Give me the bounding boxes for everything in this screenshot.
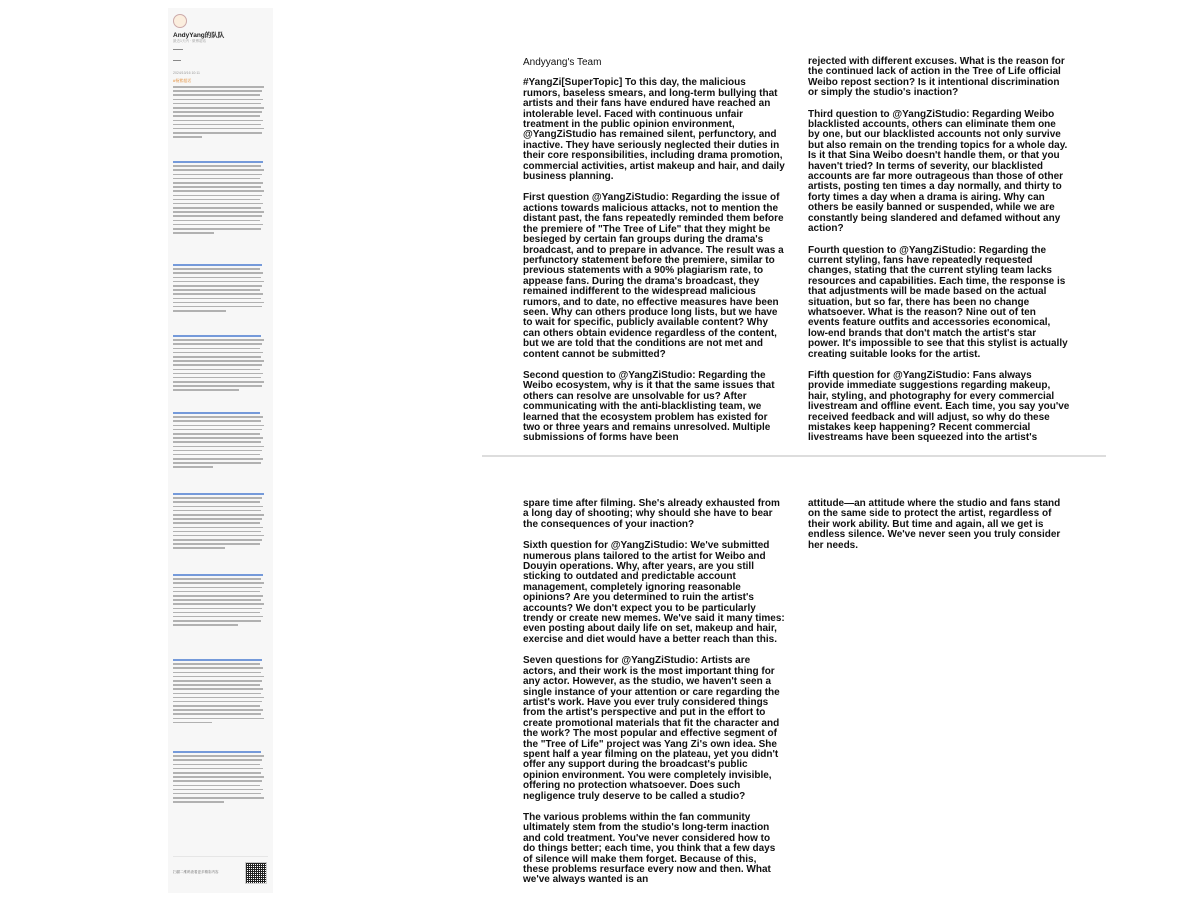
post-text-line [173, 165, 261, 167]
post-text-line [173, 412, 260, 414]
post-text-line [173, 701, 262, 703]
post-text-line [173, 120, 263, 122]
post-text-line [173, 672, 261, 674]
post-text-line [173, 497, 262, 499]
post-text-line [173, 207, 261, 209]
account-avatar [173, 14, 187, 28]
post-text-line [173, 86, 264, 88]
paragraph: spare time after filming. She's already exhausted from a long day of shooting; why should she have to bear the consequences of your inaction? [523, 498, 780, 530]
page2-column-right [808, 499, 1070, 562]
post-text-line [173, 310, 226, 312]
post-text-line [173, 343, 262, 345]
post-text-line [173, 755, 264, 757]
post-text-line [173, 608, 262, 610]
post-text-line [173, 789, 263, 791]
post-text-line [173, 99, 263, 101]
account-subtitle: 最近1天内 · 微博超话 [173, 39, 207, 43]
post-text-line [173, 203, 263, 205]
post-text-line [173, 416, 263, 418]
post-text-line [173, 128, 264, 130]
post-text-line [173, 713, 261, 715]
post-text-line [173, 450, 262, 452]
post-text-line [173, 199, 260, 201]
post-paragraph [173, 161, 268, 236]
page-divider [482, 455, 1106, 457]
mini-rule [173, 60, 181, 61]
post-text-line [173, 302, 264, 304]
post-text-line [173, 186, 261, 188]
post-text-line [173, 663, 260, 665]
post-text-line [173, 446, 264, 448]
post-text-line [173, 182, 263, 184]
post-text-line [173, 136, 202, 138]
post-text-line [173, 531, 261, 533]
post-text-line [173, 264, 262, 266]
post-text-line [173, 693, 261, 695]
post-text-line [173, 797, 264, 799]
post-paragraph [173, 264, 268, 314]
paragraph: #YangZi[SuperTopic] To this day, the malicious rumors, baseless smears, and long-term bullying that artists and their fans have endured have reached an intolerable level. Faced with continuous unfair treatment in the public opinion environment, @YangZiStudio has remained silent, perfunctory, and inactive. They have seriously neglected their duties in their core responsibilities, including drama promotion, commercial activities, artist makeup and hair, and daily business planning. [523, 77, 785, 183]
post-text-line [173, 493, 264, 495]
post-text-line [173, 132, 262, 134]
post-date: 2024/10/16 10:11 [173, 71, 200, 75]
post-text-line [173, 722, 212, 724]
paragraph: Third question to @YangZiStudio: Regarding Weibo blacklisted accounts, others can eliminate them one by one, but our blacklisted accounts not only survive but also remain on the trending topics for a whole day. Is it that Sina Weibo doesn't handle them, or that you haven't tried? In terms of severity, our blacklisted accounts are far more outrageous than those of other artists, posting ten times a day normally, and thirty to forty times a day when a drama is airing. Why can others be easily banned or suspended, while we are constantly being slandered and defamed without any action? [808, 108, 1068, 235]
post-text-line [173, 506, 263, 508]
post-text-line [173, 462, 261, 464]
post-text-line [173, 298, 261, 300]
post-text-line [173, 599, 261, 601]
post-text-line [173, 115, 260, 117]
page1-column-right [808, 57, 1070, 455]
post-text-line [173, 224, 263, 226]
post-text-line [173, 587, 262, 589]
post-text-line [173, 381, 264, 383]
post-text-line [173, 190, 264, 192]
post-text-line [173, 539, 262, 541]
post-text-line [173, 780, 262, 782]
post-text-line [173, 385, 262, 387]
post-text-line [173, 543, 260, 545]
post-text-line [173, 348, 260, 350]
post-text-line [173, 624, 238, 626]
post-text-line [173, 360, 264, 362]
post-text-line [173, 697, 264, 699]
post-text-line [173, 232, 214, 234]
footer-text: 扫描二维码查看更多精彩内容 [173, 870, 219, 874]
paragraph: Fifth question for @YangZiStudio: Fans always provide immediate suggestions regarding makeup, hair, styling, and photography for every commercial livestream and offline event. Each time, you say you've received feedback and will adjust, so why do these mistakes keep happening? Recent commercial livestreams have been squeezed into the artist's [808, 369, 1070, 444]
post-text-line [173, 522, 260, 524]
post-text-line [173, 676, 264, 678]
post-text-line [173, 339, 264, 341]
post-text-line [173, 680, 262, 682]
post-text-line [173, 688, 263, 690]
post-text-line [173, 369, 260, 371]
post-text-line [173, 667, 263, 669]
post-text-line [173, 289, 260, 291]
page2-column-left [523, 499, 785, 897]
post-text-line [173, 776, 264, 778]
post-text-line [173, 124, 261, 126]
post-text-line [173, 364, 262, 366]
post-text-line [173, 547, 225, 549]
post-paragraph [173, 335, 268, 394]
post-text-line [173, 169, 264, 171]
post-text-line [173, 94, 260, 96]
post-text-line [173, 454, 260, 456]
mini-rule [173, 49, 183, 50]
post-text-line [173, 582, 264, 584]
post-text-line [173, 90, 262, 92]
post-text-line [173, 211, 264, 213]
page1-column-left [523, 58, 785, 455]
post-text-line [173, 377, 261, 379]
post-text-line [173, 603, 264, 605]
post-text-line [173, 772, 261, 774]
paragraph: Seven questions for @YangZiStudio: Artists are actors, and their work is the most important thing for any actor. However, as the studio, we haven't seen a single instance of your attention or care regarding the artist's work. Have you ever truly considered things from the artist's perspective and put in the effort to create promotional materials that fit the character and the work? The most popular and effective segment of the "Tree of Life" project was Yang Zi's own idea. She spent half a year filming on the plateau, yet you didn't offer any support during the broadcast's public opinion environment. You were completely invisible, offering no protection whatsoever. Does such negligence truly deserve to be called a studio? [523, 655, 780, 802]
paragraph: Second question to @YangZiStudio: Regarding the Weibo ecosystem, why is it that the same issues that others can resolve are unsolvable for us? After communicating with the anti-blacklisting team, we learned that the ecosystem problem has existed for two or three years and remains unresolved. Multiple submissions of forms have been [523, 369, 775, 444]
post-text-line [173, 510, 261, 512]
post-text-line [173, 174, 262, 176]
post-text-line [173, 437, 263, 439]
post-hashtag: #杨紫超话 [173, 78, 192, 83]
post-text-line [173, 429, 262, 431]
post-text-line [173, 709, 263, 711]
post-paragraph [173, 412, 268, 471]
paragraph: The various problems within the fan community ultimately stem from the studio's long-term inaction and cold treatment. You've never considered how to do things better; each time, you think that a few days of silence will make them forget. Because of this, these problems resurface every now and then. What we've always wanted is an [523, 811, 776, 886]
post-text-line [173, 215, 262, 217]
post-text-line [173, 103, 261, 105]
post-text-line [173, 441, 261, 443]
post-paragraph [173, 493, 268, 552]
post-text-line [173, 759, 262, 761]
post-text-line [173, 373, 263, 375]
post-paragraph [173, 659, 268, 726]
paragraph: rejected with different excuses. What is the reason for the continued lack of action in the Tree of Life official Weibo repost section? Is it intentional discrimination or simply the studio's inaction? [808, 56, 1065, 99]
post-text-line [173, 684, 260, 686]
qr-code [245, 862, 267, 884]
post-paragraph [173, 751, 268, 805]
post-text-line [173, 161, 263, 163]
post-text-line [173, 228, 261, 230]
footer-divider [173, 856, 268, 857]
paragraph: attitude—an attitude where the studio and fans stand on the same side to protect the artist, regardless of their work ability. But time and again, all we get is endless silence. We've never seen you truly consider her needs. [808, 498, 1061, 551]
post-text-line [173, 578, 261, 580]
post-text-line [173, 764, 260, 766]
post-text-line [173, 420, 261, 422]
post-text-line [173, 612, 260, 614]
post-text-line [173, 111, 262, 113]
post-text-line [173, 793, 261, 795]
post-text-line [173, 535, 264, 537]
post-text-line [173, 433, 260, 435]
post-text-line [173, 616, 263, 618]
post-text-line [173, 281, 264, 283]
post-paragraph [173, 574, 268, 628]
post-text-line [173, 335, 261, 337]
post-text-line [173, 306, 262, 308]
post-text-line [173, 785, 260, 787]
post-text-line [173, 518, 262, 520]
post-text-line [173, 501, 260, 503]
post-text-line [173, 751, 261, 753]
account-name: AndyYang的队队 [173, 32, 225, 39]
post-text-line [173, 425, 264, 427]
post-text-line [173, 285, 262, 287]
post-paragraph [173, 86, 268, 140]
post-text-line [173, 718, 264, 720]
post-text-line [173, 293, 263, 295]
post-text-line [173, 195, 262, 197]
post-text-line [173, 107, 264, 109]
page-title: Andyyang's Team [523, 57, 602, 68]
post-text-line [173, 352, 263, 354]
post-text-line [173, 659, 262, 661]
post-text-line [173, 620, 261, 622]
post-text-line [173, 178, 260, 180]
post-text-line [173, 356, 261, 358]
post-text-line [173, 277, 261, 279]
post-text-line [173, 768, 263, 770]
post-text-line [173, 389, 239, 391]
post-text-line [173, 595, 263, 597]
post-text-line [173, 514, 264, 516]
post-text-line [173, 527, 263, 529]
paragraph: First question @YangZiStudio: Regarding the issue of actions towards malicious attacks, not to mention the distant past, the fans repeatedly reminded them before the premiere of "The Tree of Life" that they might be besieged by certain fan groups during the drama's broadcast, and to prepare in advance. The result was a perfunctory statement before the premiere, similar to previous statements with a 90% plagiarism rate, to appease fans. During the drama's broadcast, they remained indifferent to the widespread malicious rumors, and to date, no effective measures have been seen. Why can others produce long lists, but we have to wait for specific, publicly available content? Why can others obtain evidence regardless of the content, but we are told that the conditions are not met and content cannot be submitted? [523, 192, 784, 360]
post-text-line [173, 705, 260, 707]
post-text-line [173, 574, 263, 576]
post-text-line [173, 272, 263, 274]
paragraph: Sixth question for @YangZiStudio: We've submitted numerous plans tailored to the artist for Weibo and Douyin operations. Why, after years, are you still sticking to outdated and predictable account management, completely ignoring reasonable opinions? Are you determined to ruin the artist's accounts? We don't expect you to be particularly trendy or create new memes. We've said it many times: even posting about daily life on set, makeup and hair, exercise and diet would have a better reach than this. [523, 540, 785, 645]
post-text-line [173, 466, 213, 468]
weibo-post-screenshot [168, 8, 273, 893]
paragraph: Fourth question to @YangZiStudio: Regarding the current styling, fans have repeatedly requested changes, stating that the current styling team lacks resources and capabilities. Each time, the response is that adjustments will be made based on the actual situation, but so far, there has been no change whatsoever. What is the reason? Nine out of ten events feature outfits and accessories economical, low-end brands that don't match the artist's star power. It's impossible to see that this stylist is actually creating suitable looks for the artist. [808, 244, 1068, 360]
post-text-line [173, 801, 224, 803]
post-text-line [173, 220, 260, 222]
post-text-line [173, 591, 260, 593]
post-text-line [173, 458, 263, 460]
post-text-line [173, 268, 260, 270]
